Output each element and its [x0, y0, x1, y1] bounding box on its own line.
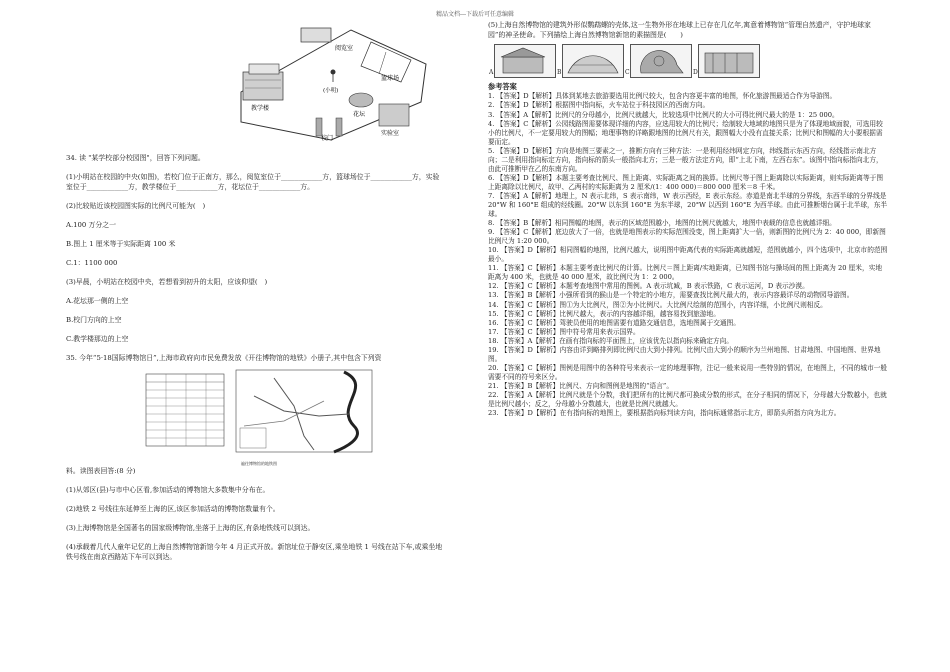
- answer-item: 9. 【答案】C【解析】底边放大了一倍，也就是地图表示的实际范围没变，图上距离扩大一倍，则新图的比例尺为 2：40 000，即新图比例尺为 1:20 000。: [488, 228, 886, 246]
- map-label-school-gate: 校门: [321, 135, 334, 142]
- answer-item: 1. 【答案】D【解析】具体到某地去旅游要选用比例尺较大，包含内容更丰富的地图，怀化旅游图最适合作为导游图。: [488, 92, 837, 101]
- map-label-reading-room: 阅览室: [335, 45, 354, 52]
- question-34-option-c: C.1：1100 000: [66, 259, 118, 267]
- answer-item: 23. 【答案】D【解析】在有指向标的地图上，要根据指向标判读方向，指向标通常指示北方，即箭头所指方向为北方。: [488, 409, 841, 418]
- sketch-option-b: [557, 44, 624, 78]
- question-34-option-b: B.图上 1 厘米等于实际距离 100 米: [66, 240, 176, 248]
- answer-item: 10. 【答案】D【解析】相同图幅的地图，比例尺越大，说明图中距离代表的实际距离就越短，范围就越小，四个选项中，北京市的范围最小。: [488, 246, 888, 264]
- answer-item: 14. 【答案】C【解析】图①为大比例尺，图②为小比例尺。大比例尺绘制的范围小，内容详细，小比例尺则相反。: [488, 300, 827, 309]
- map-label-teaching-building: 教学楼: [251, 105, 270, 112]
- answer-item: 4. 【答案】C【解析】公园线路图需要体现详细的内容，应选用较大的比例尺；绘制较大地域的地图只是为了体现地域面貌，可选用较小的比例尺，不一定要用较大的图幅；地理事物的详略跟地图的比例尺有关，跟图幅大小没有直接关系；比例尺和图幅的大小要根据需要而定。: [488, 119, 883, 146]
- question-34-part3-option-a: A.花坛那一侧的上空: [66, 297, 129, 305]
- answer-item: 12. 【答案】C【解析】本题考查地图中常用的图例。A 表示坑臧，B 表示铁路，C 表示运河，D 表示沙漠。: [488, 282, 809, 291]
- answer-item: 7. 【答案】A【解析】地理上，N 表示北纬，S 表示南纬，W 表示西经，E 表示东经。赤道是南北半球的分界线，东西半球的分界线是 20°W 和 160°E 组成的经线圈。20°W 以东到 160°E 为东半球，20°W 以西到 160°E 为西半球。由此可推断烟台属于北半球，东半球。: [488, 191, 888, 219]
- answer-item: 19. 【答案】D【解析】内容由详到略排列即比例尺由大到小排列。比例尺由大到小的顺序为兰州地图、甘肃地图、中国地图、世界地图。: [488, 345, 881, 363]
- answer-item: 2. 【答案】D【解析】根据图中指向标，火车站位于科技园区的西南方向。: [488, 101, 710, 110]
- sketch-option-d: [693, 44, 760, 78]
- question-34-part3: (3)早晨，小明站在校园中央，若想看到初升的太阳，应该仰望( ): [66, 278, 268, 286]
- answer-item: 21. 【答案】B【解析】比例尺、方向和图例是地图的“语言”。: [488, 381, 674, 390]
- left-column: [66, 20, 444, 562]
- answer-item: 22. 【答案】A【解析】比例尺就是个分数，我们把所有的比例尺都可换成分数的形式，在分子相同的情况下，分母越大分数越小，也就是比例尺越小；反之，分母越小分数越大，也就是比例尺就越大。: [488, 390, 887, 409]
- sketch-options: [489, 44, 888, 78]
- answer-item: 5. 【答案】D【解析】方向是地图三要素之一，推断方向有三种方法：一是利用经纬网定方向，纬线指示东西方向，经线指示南北方向；二是利用指向标定方向，指向标的箭头一般指向北方；三是一般方法定方向，即“上北下南，左西右东”。该图中指向标指向北方，由此可推断甲在乙的东南方向。: [488, 146, 883, 173]
- question-35-part5: (5)上海自然博物馆的建筑外形似鹦鹉螺的壳体,这一生物外形在地球上已存在几亿年,寓意着博物馆“管理自然遗产，守护地球家园”的神圣使命。下列描绘上海自然博物馆新馆的素描图是( ): [488, 21, 871, 39]
- question-35-part2: (2)地铁 2 号线往东延伸至上海的区,该区参加活动的博物馆数量有个。: [66, 505, 280, 513]
- sketch-option-a: [489, 44, 556, 78]
- question-34-part3-option-b: B.校门方向的上空: [66, 316, 122, 324]
- metro-figure-caption: 遍往博物馆的地铁图: [241, 461, 277, 466]
- map-label-laboratory: 实验室: [381, 130, 400, 137]
- sketch-option-c-letter: C: [625, 69, 630, 77]
- answers-list: [488, 92, 888, 418]
- sketch-option-a-letter: A: [489, 69, 494, 77]
- metro-museum-map: [144, 366, 374, 458]
- question-35-part4: (4)承载着几代人童年记忆的上海自然博物馆新馆今年 4 月正式开放。新馆址位于静安区,乘坐地铁 1 号线在站下车,或乘坐地铁号线在南京西路站下车可以到达。: [66, 543, 443, 561]
- metro-museum-figure: [144, 366, 374, 466]
- question-35-part1: (1)从郊区(县)与市中心区看,参加活动的博物馆大多数集中分布在。: [66, 486, 270, 494]
- sketch-option-c: [625, 44, 692, 78]
- question-34-part2: (2)比较贴近该校园图实际的比例尺可能为( ): [66, 202, 206, 210]
- answer-item: 16. 【答案】C【解析】驾驶员使用的地图需要有道路交通信息，选地图属于交通图。: [488, 318, 740, 327]
- answers-title: 参考答案: [488, 82, 517, 91]
- question-35-part3: (3)上海博物馆是全国著名的国家级博物馆,坐落于上海的区,有条地铁线可以到达。: [66, 524, 315, 532]
- question-35-stem-continued: 料。读图表回答:(8 分): [66, 467, 136, 475]
- answer-item: 3. 【答案】A【解析】比例尺的分母越小，比例尺就越大，比较选项中比例尺的大小可得比例尺最大的是 1：25 000。: [488, 110, 839, 119]
- answer-item: 20. 【答案】C【解析】图例是用图中的各种符号来表示一定的地理事物，注记一般来说用一些特别的情况，在地图上，不同的城市一般需要不同的符号来区分。: [488, 363, 888, 381]
- right-column: [488, 20, 888, 418]
- map-label-xiaoming: (小明): [323, 88, 339, 94]
- answer-item: 15. 【答案】C【解析】比例尺越大，表示的内容越详细，越容易找到旅游地。: [488, 309, 720, 318]
- answer-item: 8. 【答案】B【解析】相同图幅的地图，表示的区域范围越小，地图的比例尺就越大，地图中表载的信息也就越详细。: [488, 219, 836, 228]
- question-34-part1: (1)小明站在校园的中央(如图)，若校门位于正南方，那么，阅览室位于____________方，篮球场位于____________方，实验室位于____________方，教学楼位于____________方，花坛位于____________方。: [66, 173, 440, 191]
- question-34-part3-option-c: C.教学楼那边的上空: [66, 335, 129, 343]
- question-34-option-a: A.100 万分之一: [66, 221, 117, 229]
- answer-item: 6. 【答案】D【解析】本题主要考查比例尺、图上距离、实际距离之间的换算。比例尺等于图上距离除以实际距离，则实际距离等于图上距离除以比例尺，故甲、乙两村的实际距离为 2 厘米/(1：400 000)＝800 000 厘米＝8 千米。: [488, 173, 884, 191]
- page-header: 精品文档---下载后可任意编辑: [435, 11, 515, 18]
- answer-item: 18. 【答案】A【解析】在画有指向标的平面图上，应该优先以指向标来确定方向。: [488, 336, 733, 345]
- answer-item: 17. 【答案】C【解析】图中符号常用来表示国界。: [488, 327, 640, 336]
- question-35-stem: 35. 今年“5·18国际博物馆日”,上海市政府向市民免费发放《开往博物馆的地铁》小册子,其中包含下列资: [66, 354, 382, 362]
- question-34-stem: 34. 读 "某学校部分校园图"，回答下列问题。: [66, 154, 205, 162]
- answer-item: 13. 【答案】B【解析】小强所看到的猴山是一个特定的小地方，需要查找比例尺最大的，表示内容最详尽的动物园导游图。: [488, 291, 854, 300]
- school-map-figure: [231, 22, 431, 144]
- map-label-basketball-court: 篮球场: [381, 75, 400, 82]
- answer-item: 11. 【答案】C【解析】本题主要考查比例尺的计算。比例尺＝图上距离/实地距离，已知图书馆与操场间的图上距离为 20 厘米，实地距离为 400 米，也就是 40 000 厘米，故比例尺为 1：2 000。: [488, 264, 883, 282]
- sketch-option-d-letter: D: [693, 69, 698, 77]
- sketch-option-b-letter: B: [557, 69, 562, 77]
- map-label-flower-bed: 花坛: [353, 111, 366, 118]
